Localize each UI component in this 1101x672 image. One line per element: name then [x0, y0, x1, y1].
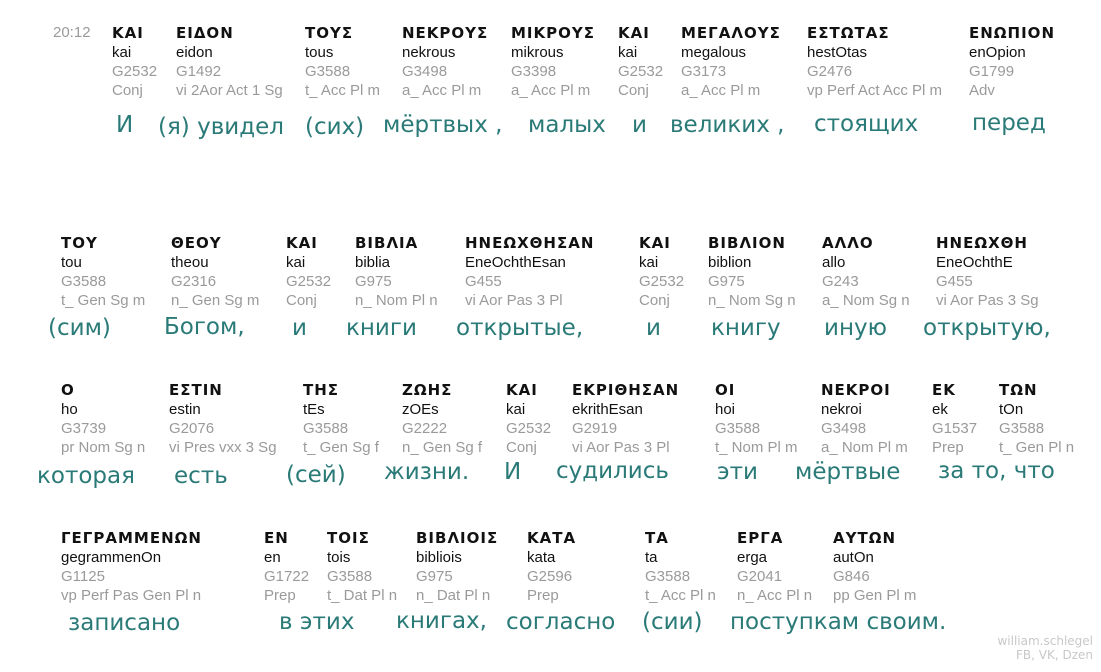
word-block — [715, 381, 798, 457]
strongs-number: G2316 — [171, 273, 217, 290]
parsing: Adv — [969, 82, 995, 99]
parsing: n_ Nom Sg n — [708, 292, 796, 309]
greek-word: ΚΑΤΑ — [527, 529, 577, 547]
watermark — [997, 634, 1093, 662]
word-block — [61, 529, 202, 605]
parsing: a_ Acc Pl m — [511, 82, 591, 99]
parsing: n_ Gen Sg m — [171, 292, 260, 309]
strongs-number: G2532 — [506, 420, 552, 437]
parsing: a_ Nom Pl m — [821, 439, 908, 456]
greek-word: ΕΣΤΩΤΑΣ — [807, 24, 890, 42]
strongs-number: G3588 — [303, 420, 349, 437]
strongs-number: G455 — [465, 273, 502, 290]
transliteration: allo — [822, 254, 846, 271]
greek-word: ΚΑΙ — [639, 234, 671, 252]
strongs-number: G3739 — [61, 420, 107, 437]
greek-word: ΚΑΙ — [618, 24, 650, 42]
greek-word: ΚΑΙ — [112, 24, 144, 42]
greek-word: ΝΕΚΡΟΙ — [821, 381, 891, 399]
transliteration: ho — [61, 401, 78, 418]
parsing: Conj — [286, 292, 317, 309]
word-block — [618, 24, 663, 100]
russian-gloss: (сей) — [286, 462, 346, 488]
word-block — [305, 24, 380, 100]
parsing: n_ Dat Pl n — [416, 587, 491, 604]
parsing: vi Aor Pas 3 Pl — [572, 439, 670, 456]
transliteration: eidon — [176, 44, 213, 61]
parsing: Conj — [618, 82, 649, 99]
strongs-number: G3588 — [999, 420, 1045, 437]
russian-gloss: великих , — [670, 112, 785, 138]
strongs-number: G2919 — [572, 420, 618, 437]
strongs-number: G1125 — [61, 568, 105, 585]
word-block — [932, 381, 977, 457]
word-block — [639, 234, 684, 310]
parsing: t_ Gen Sg m — [61, 292, 146, 309]
transliteration: en — [264, 549, 281, 566]
strongs-number: G846 — [833, 568, 870, 585]
transliteration: autOn — [833, 549, 874, 566]
word-block — [807, 24, 942, 100]
russian-gloss: поступкам своим. — [730, 609, 947, 635]
word-block — [112, 24, 157, 100]
word-block — [681, 24, 781, 100]
word-block — [506, 381, 551, 457]
parsing: t_ Nom Pl m — [715, 439, 798, 456]
strongs-number: G2076 — [169, 420, 215, 437]
word-block — [833, 529, 916, 605]
transliteration: theou — [171, 254, 209, 271]
parsing: t_ Gen Pl n — [999, 439, 1075, 456]
greek-word: ΕΚΡΙΘΗΣΑΝ — [572, 381, 680, 399]
strongs-number: G3173 — [681, 63, 727, 80]
transliteration: ek — [932, 401, 948, 418]
strongs-number: G1492 — [176, 63, 222, 80]
greek-word: ΤΗΣ — [303, 381, 340, 399]
word-block — [821, 381, 908, 457]
transliteration: hoi — [715, 401, 736, 418]
russian-gloss: в этих — [279, 609, 355, 635]
word-block — [999, 381, 1074, 457]
russian-gloss: и — [292, 315, 307, 341]
russian-gloss: открытую, — [923, 315, 1051, 341]
russian-gloss: которая — [37, 463, 135, 489]
greek-word: ΕΡΓΑ — [737, 529, 784, 547]
greek-word: ΜΙΚΡΟΥΣ — [511, 24, 595, 42]
transliteration: ekrithEsan — [572, 401, 643, 418]
transliteration: kai — [286, 254, 306, 271]
transliteration: zOEs — [402, 401, 439, 418]
parsing: t_ Dat Pl n — [327, 587, 398, 604]
greek-word: ΒΙΒΛΙΟΙΣ — [416, 529, 499, 547]
parsing: vp Perf Pas Gen Pl n — [61, 587, 202, 604]
word-block — [645, 529, 716, 605]
greek-word: ΕΝ — [264, 529, 289, 547]
transliteration: EneOchthE — [936, 254, 1013, 271]
transliteration: gegrammenOn — [61, 549, 162, 566]
word-block — [176, 24, 283, 100]
transliteration: tois — [327, 549, 351, 566]
russian-gloss: (сим) — [48, 315, 111, 341]
russian-gloss: записано — [68, 610, 181, 636]
strongs-number: G3588 — [61, 273, 107, 290]
russian-gloss: Богом, — [164, 314, 245, 340]
greek-word: ΕΙΔΟΝ — [176, 24, 234, 42]
transliteration: bibliois — [416, 549, 462, 566]
word-block — [708, 234, 796, 310]
transliteration: biblia — [355, 254, 391, 271]
transliteration: estin — [169, 401, 201, 418]
greek-word: ΤΩΝ — [999, 381, 1038, 399]
parsing: t_ Acc Pl n — [645, 587, 716, 604]
greek-word: ΟΙ — [715, 381, 736, 399]
parsing: n_ Gen Sg f — [402, 439, 483, 456]
greek-word: ΓΕΓΡΑΜΜΕΝΩΝ — [61, 529, 202, 547]
greek-word: ΤΟΙΣ — [327, 529, 370, 547]
greek-word: ΝΕΚΡΟΥΣ — [402, 24, 489, 42]
transliteration: megalous — [681, 44, 747, 61]
parsing: n_ Nom Pl n — [355, 292, 438, 309]
strongs-number: G975 — [416, 568, 453, 585]
russian-gloss: (сих) — [305, 114, 365, 140]
transliteration: kai — [112, 44, 132, 61]
transliteration: kai — [618, 44, 638, 61]
word-block — [572, 381, 679, 457]
russian-gloss: и — [632, 112, 647, 138]
strongs-number: G455 — [936, 273, 973, 290]
strongs-number: G243 — [822, 273, 859, 290]
greek-word: ΑΥΤΩΝ — [833, 529, 897, 547]
transliteration: EneOchthEsan — [465, 254, 566, 271]
transliteration: tou — [61, 254, 82, 271]
word-block — [264, 529, 309, 605]
russian-gloss: И — [116, 112, 134, 138]
word-block — [61, 381, 145, 457]
strongs-number: G1722 — [264, 568, 310, 585]
russian-gloss: мёртвых , — [383, 112, 503, 138]
strongs-number: G1537 — [932, 420, 978, 437]
parsing: Prep — [264, 587, 296, 604]
strongs-number: G2596 — [527, 568, 573, 585]
parsing: Conj — [639, 292, 670, 309]
russian-gloss: книгу — [711, 315, 781, 341]
strongs-number: G2532 — [618, 63, 664, 80]
strongs-number: G3588 — [305, 63, 351, 80]
parsing: t_ Gen Sg f — [303, 439, 379, 456]
russian-gloss: перед — [972, 110, 1046, 136]
strongs-number: G1799 — [969, 63, 1015, 80]
word-block — [327, 529, 397, 605]
parsing: Conj — [506, 439, 537, 456]
greek-word: ΘΕΟΥ — [171, 234, 222, 252]
strongs-number: G2476 — [807, 63, 853, 80]
word-block — [416, 529, 498, 605]
parsing: Prep — [932, 439, 964, 456]
greek-word: Ο — [61, 381, 75, 399]
greek-word: ΤΑ — [645, 529, 669, 547]
parsing: pr Nom Sg n — [61, 439, 146, 456]
strongs-number: G2532 — [639, 273, 685, 290]
word-block — [936, 234, 1039, 310]
parsing: Conj — [112, 82, 143, 99]
greek-word: ΚΑΙ — [506, 381, 538, 399]
word-block — [355, 234, 438, 310]
strongs-number: G3498 — [821, 420, 867, 437]
russian-gloss: стоящих — [814, 111, 919, 137]
word-block — [465, 234, 594, 310]
watermark-author: william.schlegel — [997, 634, 1093, 648]
greek-word: ΚΑΙ — [286, 234, 318, 252]
parsing: t_ Acc Pl m — [305, 82, 381, 99]
parsing: n_ Acc Pl n — [737, 587, 813, 604]
russian-gloss: жизни. — [384, 459, 470, 485]
parsing: Prep — [527, 587, 559, 604]
transliteration: tous — [305, 44, 334, 61]
transliteration: tOn — [999, 401, 1024, 418]
parsing: vi Aor Pas 3 Pl — [465, 292, 563, 309]
russian-gloss: согласно — [506, 609, 616, 635]
transliteration: ta — [645, 549, 658, 566]
word-block — [169, 381, 277, 457]
strongs-number: G3588 — [645, 568, 691, 585]
parsing: vi Pres vxx 3 Sg — [169, 439, 277, 456]
transliteration: nekroi — [821, 401, 862, 418]
greek-word: ΖΩΗΣ — [402, 381, 453, 399]
transliteration: biblion — [708, 254, 752, 271]
transliteration: enOpion — [969, 44, 1026, 61]
russian-gloss: (я) увидел — [158, 114, 284, 140]
parsing: pp Gen Pl m — [833, 587, 917, 604]
strongs-number: G3498 — [402, 63, 448, 80]
verse-number: 20:12 — [53, 24, 91, 41]
russian-gloss: книги — [346, 315, 417, 341]
strongs-number: G3588 — [715, 420, 761, 437]
russian-gloss: за то, что — [938, 458, 1055, 484]
russian-gloss: мёртвые — [795, 459, 901, 485]
transliteration: kai — [639, 254, 659, 271]
russian-gloss: И — [504, 459, 522, 485]
word-block — [402, 381, 482, 457]
greek-word: ΜΕΓΑΛΟΥΣ — [681, 24, 781, 42]
russian-gloss: (сии) — [642, 609, 703, 635]
watermark-networks: FB, VK, Dzen — [1016, 648, 1093, 662]
greek-word: ΒΙΒΛΙΟΝ — [708, 234, 786, 252]
word-block — [737, 529, 812, 605]
word-block — [171, 234, 259, 310]
russian-gloss: малых — [528, 112, 606, 138]
greek-word: ΤΟΥΣ — [305, 24, 354, 42]
strongs-number: G2532 — [286, 273, 332, 290]
greek-word: ΕΣΤΙΝ — [169, 381, 223, 399]
russian-gloss: книгах, — [396, 608, 487, 634]
word-block — [822, 234, 910, 310]
parsing: a_ Nom Sg n — [822, 292, 910, 309]
transliteration: erga — [737, 549, 768, 566]
word-block — [527, 529, 576, 605]
parsing: a_ Acc Pl m — [402, 82, 482, 99]
strongs-number: G3398 — [511, 63, 557, 80]
transliteration: kata — [527, 549, 556, 566]
russian-gloss: и — [646, 315, 661, 341]
strongs-number: G3588 — [327, 568, 373, 585]
strongs-number: G975 — [708, 273, 745, 290]
strongs-number: G2532 — [112, 63, 158, 80]
greek-word: ΗΝΕΩΧΘΗΣΑΝ — [465, 234, 595, 252]
greek-word: ΕΝΩΠΙΟΝ — [969, 24, 1055, 42]
greek-word: ΑΛΛΟ — [822, 234, 874, 252]
russian-gloss: иную — [824, 315, 887, 341]
word-block — [303, 381, 379, 457]
parsing: vi Aor Pas 3 Sg — [936, 292, 1039, 309]
transliteration: hestOtas — [807, 44, 868, 61]
parsing: vi 2Aor Act 1 Sg — [176, 82, 283, 99]
transliteration: kai — [506, 401, 526, 418]
word-block — [286, 234, 331, 310]
russian-gloss: есть — [174, 463, 228, 489]
russian-gloss: открытые, — [456, 315, 584, 341]
parsing: a_ Acc Pl m — [681, 82, 761, 99]
greek-word: ΒΙΒΛΙΑ — [355, 234, 419, 252]
strongs-number: G975 — [355, 273, 392, 290]
word-block — [969, 24, 1055, 100]
russian-gloss: эти — [717, 459, 758, 485]
strongs-number: G2222 — [402, 420, 448, 437]
greek-word: ΗΝΕΩΧΘΗ — [936, 234, 1028, 252]
transliteration: mikrous — [511, 44, 564, 61]
transliteration: tEs — [303, 401, 325, 418]
greek-word: ΕΚ — [932, 381, 956, 399]
parsing: vp Perf Act Acc Pl m — [807, 82, 943, 99]
word-block — [402, 24, 488, 100]
greek-word: ΤΟΥ — [61, 234, 98, 252]
russian-gloss: судились — [556, 458, 669, 484]
strongs-number: G2041 — [737, 568, 783, 585]
word-block — [61, 234, 145, 310]
word-block — [511, 24, 595, 100]
transliteration: nekrous — [402, 44, 456, 61]
